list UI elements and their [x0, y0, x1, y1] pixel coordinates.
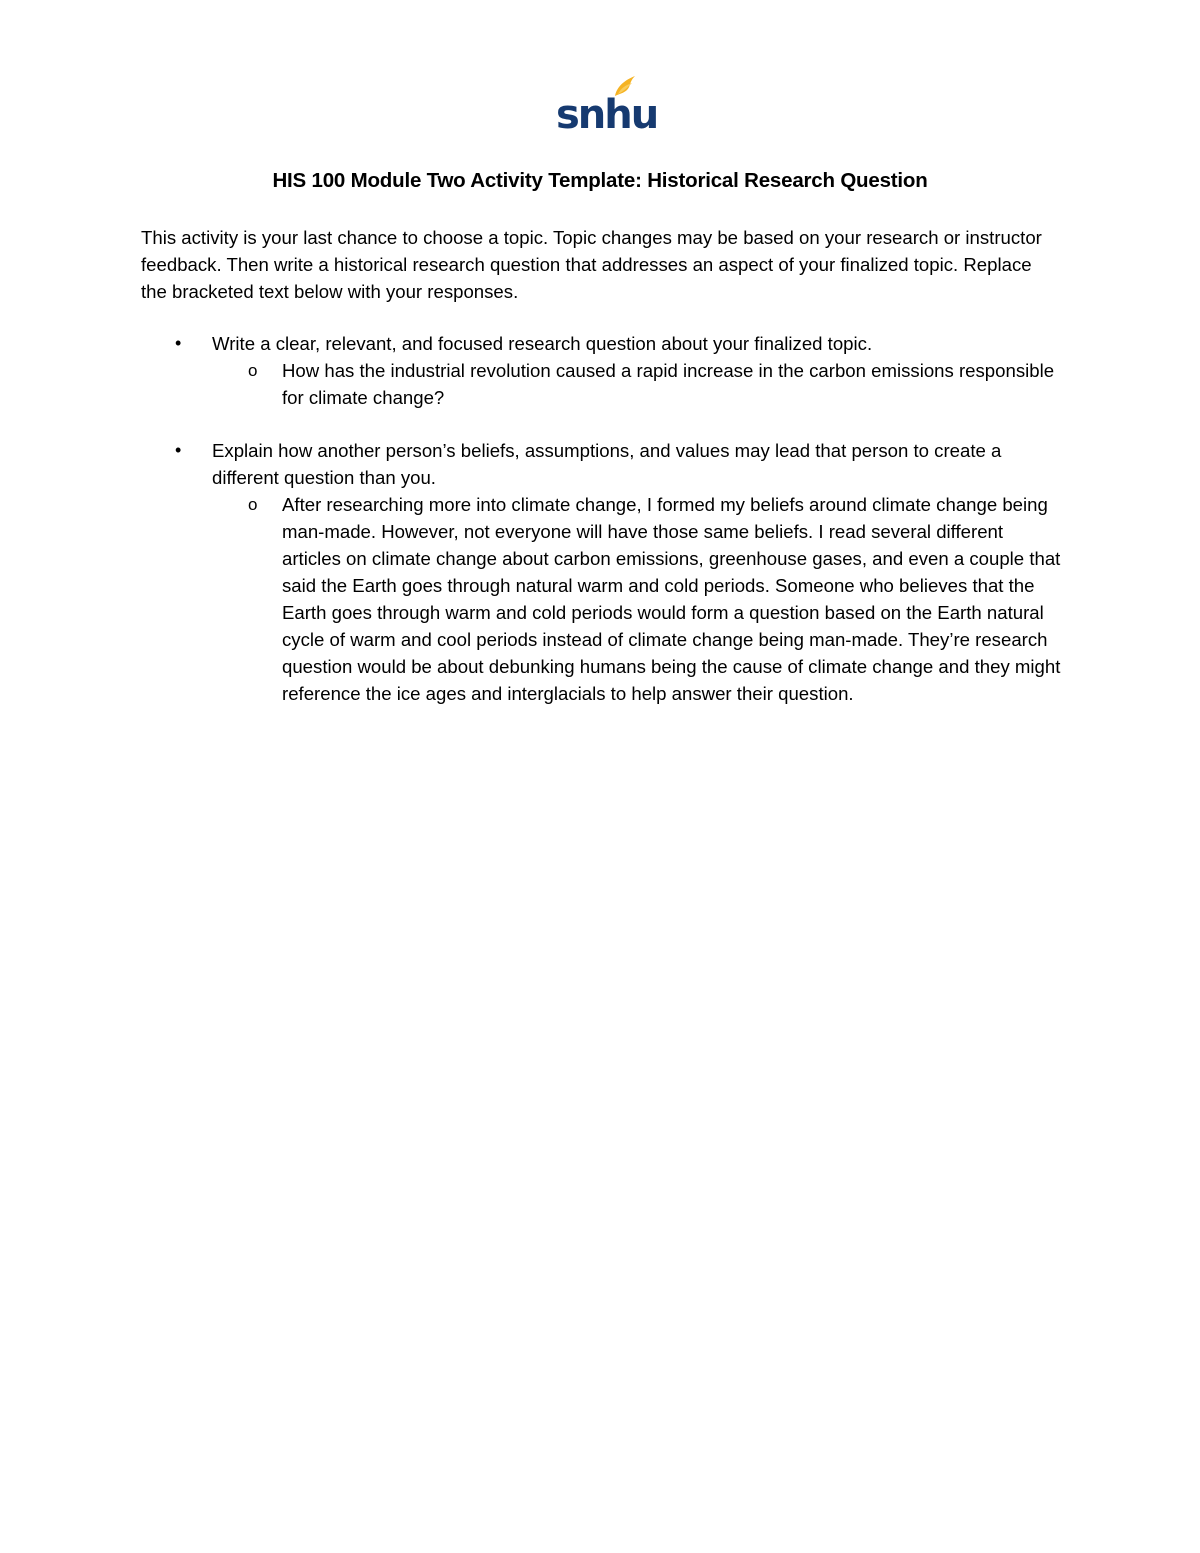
- list-item: [141, 437, 1061, 707]
- snhu-logo-graphic: [555, 74, 658, 138]
- list-item: [141, 330, 1061, 411]
- intro-paragraph: This activity is your last chance to choose a topic. Topic changes may be based on your research or instructor feedback. Then write a historical research question that addresses an aspect of your finalized topic. Replace the bracketed text below with your responses.: [141, 227, 1042, 302]
- sub-bullet-marker: o: [248, 495, 258, 514]
- sub-bullet-marker: o: [248, 361, 258, 380]
- document-title: HIS 100 Module Two Activity Template: Historical Research Question: [272, 169, 928, 192]
- response-text: How has the industrial revolution caused a rapid increase in the carbon emissions responsible for climate change?: [282, 360, 1055, 408]
- prompt-text: Write a clear, relevant, and focused research question about your finalized topic.: [212, 333, 873, 354]
- logo-wordmark: snhu: [556, 92, 658, 138]
- response-item: [248, 491, 1062, 707]
- bullet-marker: •: [175, 440, 182, 460]
- response-text: After researching more into climate change, I formed my beliefs around climate change being man-made. However, not everyone will have those same beliefs. I read several different articles on climate change about carbon emissions, greenhouse gases, and even a couple that said the Earth goes through natural warm and cold periods. Someone who believes that the Earth goes through warm and cold periods would form a question based on the Earth natural cycle of warm and cool periods instead of climate change being man-made. They’re research question would be about debunking humans being the cause of climate change and they might reference the ice ages and interglacials to help answer their question.: [282, 494, 1061, 704]
- bullet-marker: •: [175, 333, 182, 353]
- response-item: [248, 357, 1062, 411]
- prompt-text: Explain how another person’s beliefs, assumptions, and values may lead that person to create a different question than you.: [212, 440, 1002, 488]
- snhu-logo: [555, 74, 658, 138]
